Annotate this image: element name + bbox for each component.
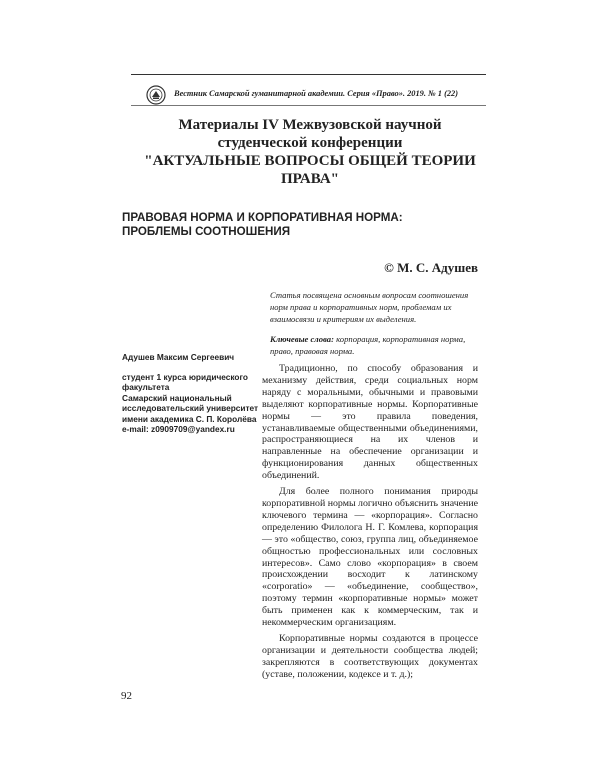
- keywords: [270, 333, 478, 357]
- keywords-label: Ключевые слова:: [270, 334, 334, 344]
- abstract-text: Статья посвящена основным вопросам соотношения норм права и корпоративных норм, проблемам их взаимосвязи и критериям их выделения.: [270, 290, 469, 324]
- header-rule: [131, 74, 486, 75]
- article-title-line: ПРОБЛЕМЫ СООТНОШЕНИЯ: [122, 225, 291, 238]
- author-position: студент 1 курса юридического факультета: [122, 371, 248, 392]
- body-paragraph: Корпоративные нормы создаются в процессе организации и деятельности сообщества людей; закрепляются в соответствующих документах (уставе, положении, кодексе и т. д.);: [262, 632, 478, 680]
- header-underline: [131, 105, 486, 106]
- section-title-line: Материалы IV Межвузовской научной: [178, 117, 442, 133]
- article-title: [122, 211, 403, 239]
- author-byline: © М. С. Адушев: [384, 260, 478, 275]
- author-email: e-mail: z0909709@yandex.ru: [122, 424, 235, 434]
- abstract: [270, 289, 478, 357]
- keywords-list: корпорация, корпоративная норма, право, правовая норма.: [270, 334, 466, 356]
- author-full-name: Адушев Максим Сергеевич: [122, 352, 235, 362]
- body-paragraph: Для более полного понимания природы корпоративной нормы логично объяснить значение ключевого термина — «корпорация». Согласно определению Филолога Н. Г. Комлева, корпорация — это «общество, союз, группа лиц, объединяемое общностью профессиональных или сословных интересов». Само слово «корпорация» в своем происхождении восходит к латинскому «corporatio» — «объединение, сообщество», поэтому термин «корпоративные нормы» может быть применен как к коммерческим, так и некоммерческим организациям.: [262, 486, 478, 629]
- article-title-line: ПРАВОВАЯ НОРМА И КОРПОРАТИВНАЯ НОРМА:: [122, 211, 403, 224]
- conference-section-title: [120, 116, 500, 188]
- section-title-line: "АКТУАЛЬНЫЕ ВОПРОСЫ ОБЩЕЙ ТЕОРИИ ПРАВА": [144, 153, 476, 187]
- article-body: [262, 363, 478, 685]
- body-paragraph: Традиционно, по способу образования и механизму действия, среди социальных норм наряду с моральными, обычными и правовыми выделяют корпоративные нормы. Корпоративные нормы — это правила поведения, устанавливаемые общественными объединениями, распространяющиеся на их членов и направленные на обеспечение организации и функционирования данных общественных объединений.: [262, 363, 478, 482]
- academy-emblem-icon: [146, 85, 166, 105]
- author-university: Самарский национальный исследовательский университет имени академика С. П. Королёва: [122, 392, 259, 424]
- journal-header: Вестник Самарской гуманитарной академии. Серия «Право». 2019. № 1 (22): [174, 89, 459, 98]
- page-number: 92: [121, 690, 132, 702]
- author-info-sidebar: [122, 352, 260, 435]
- section-title-line: студенческой конференции: [217, 135, 403, 151]
